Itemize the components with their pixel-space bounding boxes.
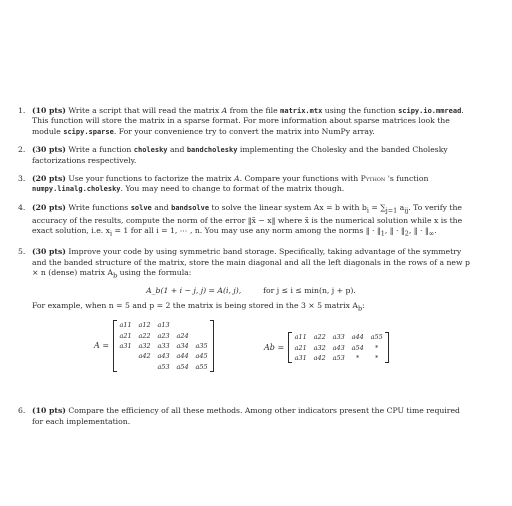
problem-text: Use your functions to factorize the matrix	[65, 174, 235, 184]
matrix-entry: a35	[195, 342, 208, 351]
matrix-symbol: A	[221, 106, 228, 115]
matrix-entry	[192, 320, 211, 330]
matrix-entry: a42	[138, 352, 151, 361]
matrix-entry	[173, 320, 192, 330]
subscript: b	[113, 271, 118, 280]
matrix-ab-label: Ab =	[264, 342, 285, 352]
matrix-entry: a21	[294, 343, 307, 352]
problem-text: . You may need to change to format of the matrix though.	[120, 184, 345, 194]
matrix-row	[116, 341, 211, 351]
problem-text: = 1 for all i = 1, ⋯ , n. You may use any norm among the norms ‖ · ‖	[112, 226, 381, 236]
matrix-entry: a23	[157, 331, 170, 340]
matrix-row	[116, 331, 211, 341]
matrix-entry: a53	[332, 354, 345, 363]
matrix-entry: a45	[195, 352, 208, 361]
problem-text: using the function	[322, 106, 399, 115]
problem-text: Improve your code by using symmetric band storage. Specifically, taking advantage of the symmetry and the banded structure of the matrix, store the main diagonal and all the left diagonals in the rows of a new p × n (dense) matrix A	[32, 247, 470, 277]
matrix-ab-table	[291, 332, 386, 363]
matrix-entry	[192, 331, 211, 341]
points: (10 pts)	[32, 406, 66, 416]
subscript: b	[357, 304, 363, 313]
matrix-entry: a34	[176, 342, 189, 351]
matrix-entry: a54	[176, 362, 189, 371]
problem-list	[18, 106, 470, 435]
subscript: i	[366, 206, 369, 215]
example-sentence	[32, 301, 470, 314]
matrix-entry: a24	[176, 331, 189, 340]
problem-text: Write a script that will read the matrix	[65, 106, 222, 115]
matrix-entry: a32	[138, 342, 151, 351]
matrix-ab-bracket	[288, 332, 389, 363]
subscript: ij	[404, 206, 409, 215]
code-function: bandsolve	[171, 203, 210, 212]
problem-text: 's function	[385, 174, 429, 184]
points: (30 pts)	[32, 247, 66, 257]
matrix-entry: a42	[313, 354, 326, 363]
subscript: 1	[380, 229, 385, 238]
problem-number: 5.	[18, 247, 26, 257]
problem-3	[18, 174, 470, 195]
problem-text: a	[397, 202, 405, 212]
matrix-a-label: A =	[94, 341, 110, 351]
matrix-symbol: A	[234, 174, 240, 184]
matrix-entry: a12	[138, 321, 151, 330]
problem-text: Compare the efficiency of all these methods. Among other indicators present the CPU time required for each implementation.	[32, 406, 460, 426]
matrix-entry: a55	[195, 362, 208, 371]
matrix-row	[291, 343, 386, 353]
matrix-entry: a33	[157, 342, 170, 351]
matrix-a-table	[116, 320, 211, 372]
matrix-entry: *	[375, 343, 379, 352]
problem-number: 3.	[18, 174, 26, 184]
problem-text: Write a function	[65, 145, 134, 155]
subscript: j=1	[385, 206, 398, 215]
matrix-entry: a11	[294, 333, 307, 342]
matrix-row	[116, 362, 211, 372]
problem-text: . Compare your functions with	[239, 174, 361, 184]
problem-text: . To verify the accuracy of the results, compute the norm of the error ‖x̃ − x‖ where x̃ is the numerical solution while x is the exact solution, i.e. x	[32, 202, 463, 236]
matrix-entry: a43	[157, 352, 170, 361]
problem-text: , ‖ · ‖	[408, 226, 429, 236]
problem-number: 6.	[18, 406, 26, 416]
problem-text: to solve the linear system Ax = b with b	[209, 202, 367, 212]
matrix-entry: a44	[176, 352, 189, 361]
matrix-entry: a13	[157, 321, 170, 330]
problem-text: = ∑	[368, 202, 386, 212]
subscript: i	[109, 229, 113, 238]
matrix-entry: a11	[119, 321, 132, 330]
problem-text: using the formula:	[117, 267, 192, 277]
matrix-entry: a21	[119, 331, 132, 340]
problem-4	[18, 203, 470, 239]
problem-number: 4.	[18, 202, 26, 212]
matrix-row	[291, 353, 386, 363]
matrix-row	[291, 332, 386, 342]
points: (20 pts)	[32, 202, 66, 212]
problem-text: :	[362, 301, 365, 311]
code-function: numpy.linalg.cholesky	[32, 185, 121, 194]
problem-5	[18, 247, 470, 398]
code-filename: matrix.mtx	[280, 107, 323, 115]
problem-6	[18, 406, 470, 427]
points: (30 pts)	[32, 145, 66, 155]
problem-number: 1.	[18, 106, 26, 115]
matrix-entry	[116, 351, 135, 361]
subscript: 2	[404, 229, 409, 238]
matrix-entry	[135, 362, 154, 372]
problem-text: from the file	[227, 106, 281, 115]
points: (20 pts)	[32, 174, 66, 184]
problem-text: , ‖ · ‖	[384, 226, 405, 236]
matrix-entry: *	[375, 354, 379, 363]
matrix-row	[116, 320, 211, 330]
matrix-entry: a33	[332, 333, 345, 342]
matrix-entry: a43	[332, 343, 345, 352]
problem-text: . This function will store the matrix in a sparse format. For more information about sparse matrices look the module	[32, 106, 464, 136]
band-storage-formula	[32, 286, 470, 296]
matrix-a-bracket	[113, 320, 214, 372]
formula-condition: for j ≤ i ≤ min(n, j + p).	[263, 285, 356, 295]
matrix-entry: a54	[351, 343, 364, 352]
matrix-ab	[264, 332, 389, 363]
matrix-entry: a44	[351, 333, 364, 342]
problem-text: and	[167, 145, 187, 155]
problem-text: For example, when n = 5 and p = 2 the matrix is being stored in the 3 × 5 matrix A	[32, 301, 358, 311]
problem-text: implementing the Cholesky and the banded Cholesky factorizations respectively.	[32, 145, 448, 165]
code-module: scipy.sparse	[63, 127, 114, 136]
points: (10 pts)	[32, 106, 66, 115]
example-matrices	[32, 320, 470, 398]
matrix-entry: a31	[294, 354, 307, 363]
problem-number: 2.	[18, 145, 26, 155]
matrix-entry	[116, 362, 135, 372]
python-name: Python	[360, 174, 386, 184]
matrix-row	[116, 351, 211, 361]
code-function: bandcholesky	[186, 146, 238, 155]
matrix-entry: a55	[370, 333, 383, 342]
problem-text: .	[434, 226, 437, 236]
problem-text: Write functions	[65, 202, 131, 212]
problem-text: . For your convenience try to convert the matrix into NumPy array.	[113, 126, 375, 136]
subscript: ∞	[428, 229, 435, 238]
code-function: solve	[130, 203, 152, 212]
matrix-entry: a22	[313, 333, 326, 342]
code-function: cholesky	[133, 146, 168, 155]
matrix-entry: a32	[313, 343, 326, 352]
problem-2	[18, 145, 470, 166]
matrix-entry: a31	[119, 342, 132, 351]
matrix-entry: a53	[157, 362, 170, 371]
problem-text: and	[151, 202, 172, 212]
matrix-entry: *	[356, 354, 360, 363]
formula-text: A_b(1 + i − j, j) = A(i, j),	[146, 285, 242, 295]
code-function: scipy.io.mmread	[398, 107, 462, 115]
problem-1	[18, 106, 470, 137]
matrix-entry: a22	[138, 331, 151, 340]
matrix-a	[94, 320, 214, 372]
